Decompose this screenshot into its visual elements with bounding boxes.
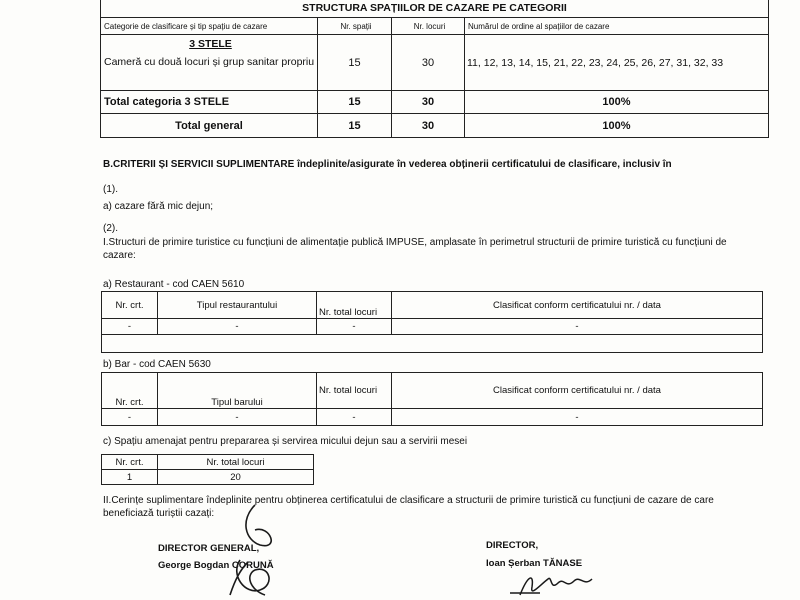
section-b-heading: [103, 158, 783, 171]
category-label: 3 STELE: [189, 38, 232, 50]
total-category-spaces: 15: [318, 91, 392, 114]
breakfast-table: [101, 454, 314, 485]
accommodation-structure-table: [100, 0, 769, 138]
room-places: 30: [392, 35, 465, 91]
bar-header-type: Tipul barului: [158, 373, 317, 409]
category-cell: [101, 35, 318, 91]
total-general-percent: 100%: [465, 114, 769, 138]
bar-header-nr: Nr. crt.: [102, 373, 158, 409]
breakfast-cell-nr: 1: [102, 470, 158, 485]
bar-cell-cert: -: [392, 409, 763, 426]
room-spaces: 15: [318, 35, 392, 91]
table-title: STRUCTURA SPAȚIILOR DE CAZARE PE CATEGORII: [101, 0, 769, 18]
bar-table: [101, 372, 763, 426]
section-ii-text: II.Cerințe suplimentare îndeplinite pentru obținerea certificatului de clasificare a structurii de primire turistică cu funcțiuni de cazare de care beneficiază turiștii cazați:: [103, 495, 714, 519]
restaurant-cell-cert: -: [392, 319, 763, 335]
room-type: Cameră cu două locuri și grup sanitar propriu: [104, 56, 315, 68]
right-signatory-name: Ioan Șerban TĂNASE: [486, 558, 583, 569]
right-signature-scribble: [500, 565, 610, 600]
restaurant-cell-places: -: [317, 319, 392, 335]
paragraph-2-text: I.Structuri de primire turistice cu funcțiuni de alimentație publică IMPUSE, amplasate în perimetrul structurii de primire turistică cu funcțiuni de cazare:: [103, 237, 727, 261]
bar-header-places: Nr. total locuri: [317, 373, 392, 409]
left-signatory-name: George Bogdan CORUNĂ: [158, 560, 274, 571]
restaurant-cell-type: -: [158, 319, 317, 335]
bar-cell-places: -: [317, 409, 392, 426]
header-category: Categorie de clasificare și tip spațiu de cazare: [101, 18, 318, 35]
header-room-numbers: Numărul de ordine al spațiilor de cazare: [465, 18, 769, 35]
section-b-heading-rest: îndeplinite/asigurate în vederea obținerii certificatului de clasificare, inclusiv în: [294, 159, 672, 170]
restaurant-label: a) Restaurant - cod CAEN 5610: [103, 279, 245, 290]
restaurant-header-cert: Clasificat conform certificatului nr. / data: [392, 292, 763, 319]
room-numbers: 11, 12, 13, 14, 15, 21, 22, 23, 24, 25, 26, 27, 31, 32, 33: [465, 35, 769, 91]
left-signature-scribble: [200, 500, 310, 600]
restaurant-header-nr: Nr. crt.: [102, 292, 158, 319]
breakfast-header-nr: Nr. crt.: [102, 455, 158, 470]
paragraph-1-number: (1).: [103, 184, 118, 195]
restaurant-header-places: Nr. total locuri: [317, 292, 392, 319]
section-b-heading-bold: B.CRITERII ȘI SERVICII SUPLIMENTARE: [103, 159, 295, 170]
header-spaces: Nr. spații: [318, 18, 392, 35]
restaurant-spacer-row: [102, 335, 763, 353]
breakfast-cell-places: 20: [158, 470, 314, 485]
breakfast-label: c) Spațiu amenajat pentru prepararea și servirea micului dejun sau a servirii mesei: [103, 436, 468, 447]
total-category-percent: 100%: [465, 91, 769, 114]
restaurant-table: [101, 291, 763, 353]
bar-label: b) Bar - cod CAEN 5630: [103, 359, 211, 370]
paragraph-2-number: (2).: [103, 223, 118, 234]
left-signatory-title: DIRECTOR GENERAL,: [158, 543, 260, 554]
right-signatory-title: DIRECTOR,: [486, 540, 539, 551]
total-general-spaces: 15: [318, 114, 392, 138]
restaurant-cell-nr: -: [102, 319, 158, 335]
header-places: Nr. locuri: [392, 18, 465, 35]
total-general-places: 30: [392, 114, 465, 138]
bar-cell-type: -: [158, 409, 317, 426]
breakfast-header-places: Nr. total locuri: [158, 455, 314, 470]
bar-header-cert: Clasificat conform certificatului nr. / data: [392, 373, 763, 409]
restaurant-header-type: Tipul restaurantului: [158, 292, 317, 319]
paragraph-1-text: a) cazare fără mic dejun;: [103, 201, 214, 212]
total-category-places: 30: [392, 91, 465, 114]
bar-cell-nr: -: [102, 409, 158, 426]
total-category-label: Total categoria 3 STELE: [101, 91, 318, 114]
total-general-label: Total general: [101, 114, 318, 138]
